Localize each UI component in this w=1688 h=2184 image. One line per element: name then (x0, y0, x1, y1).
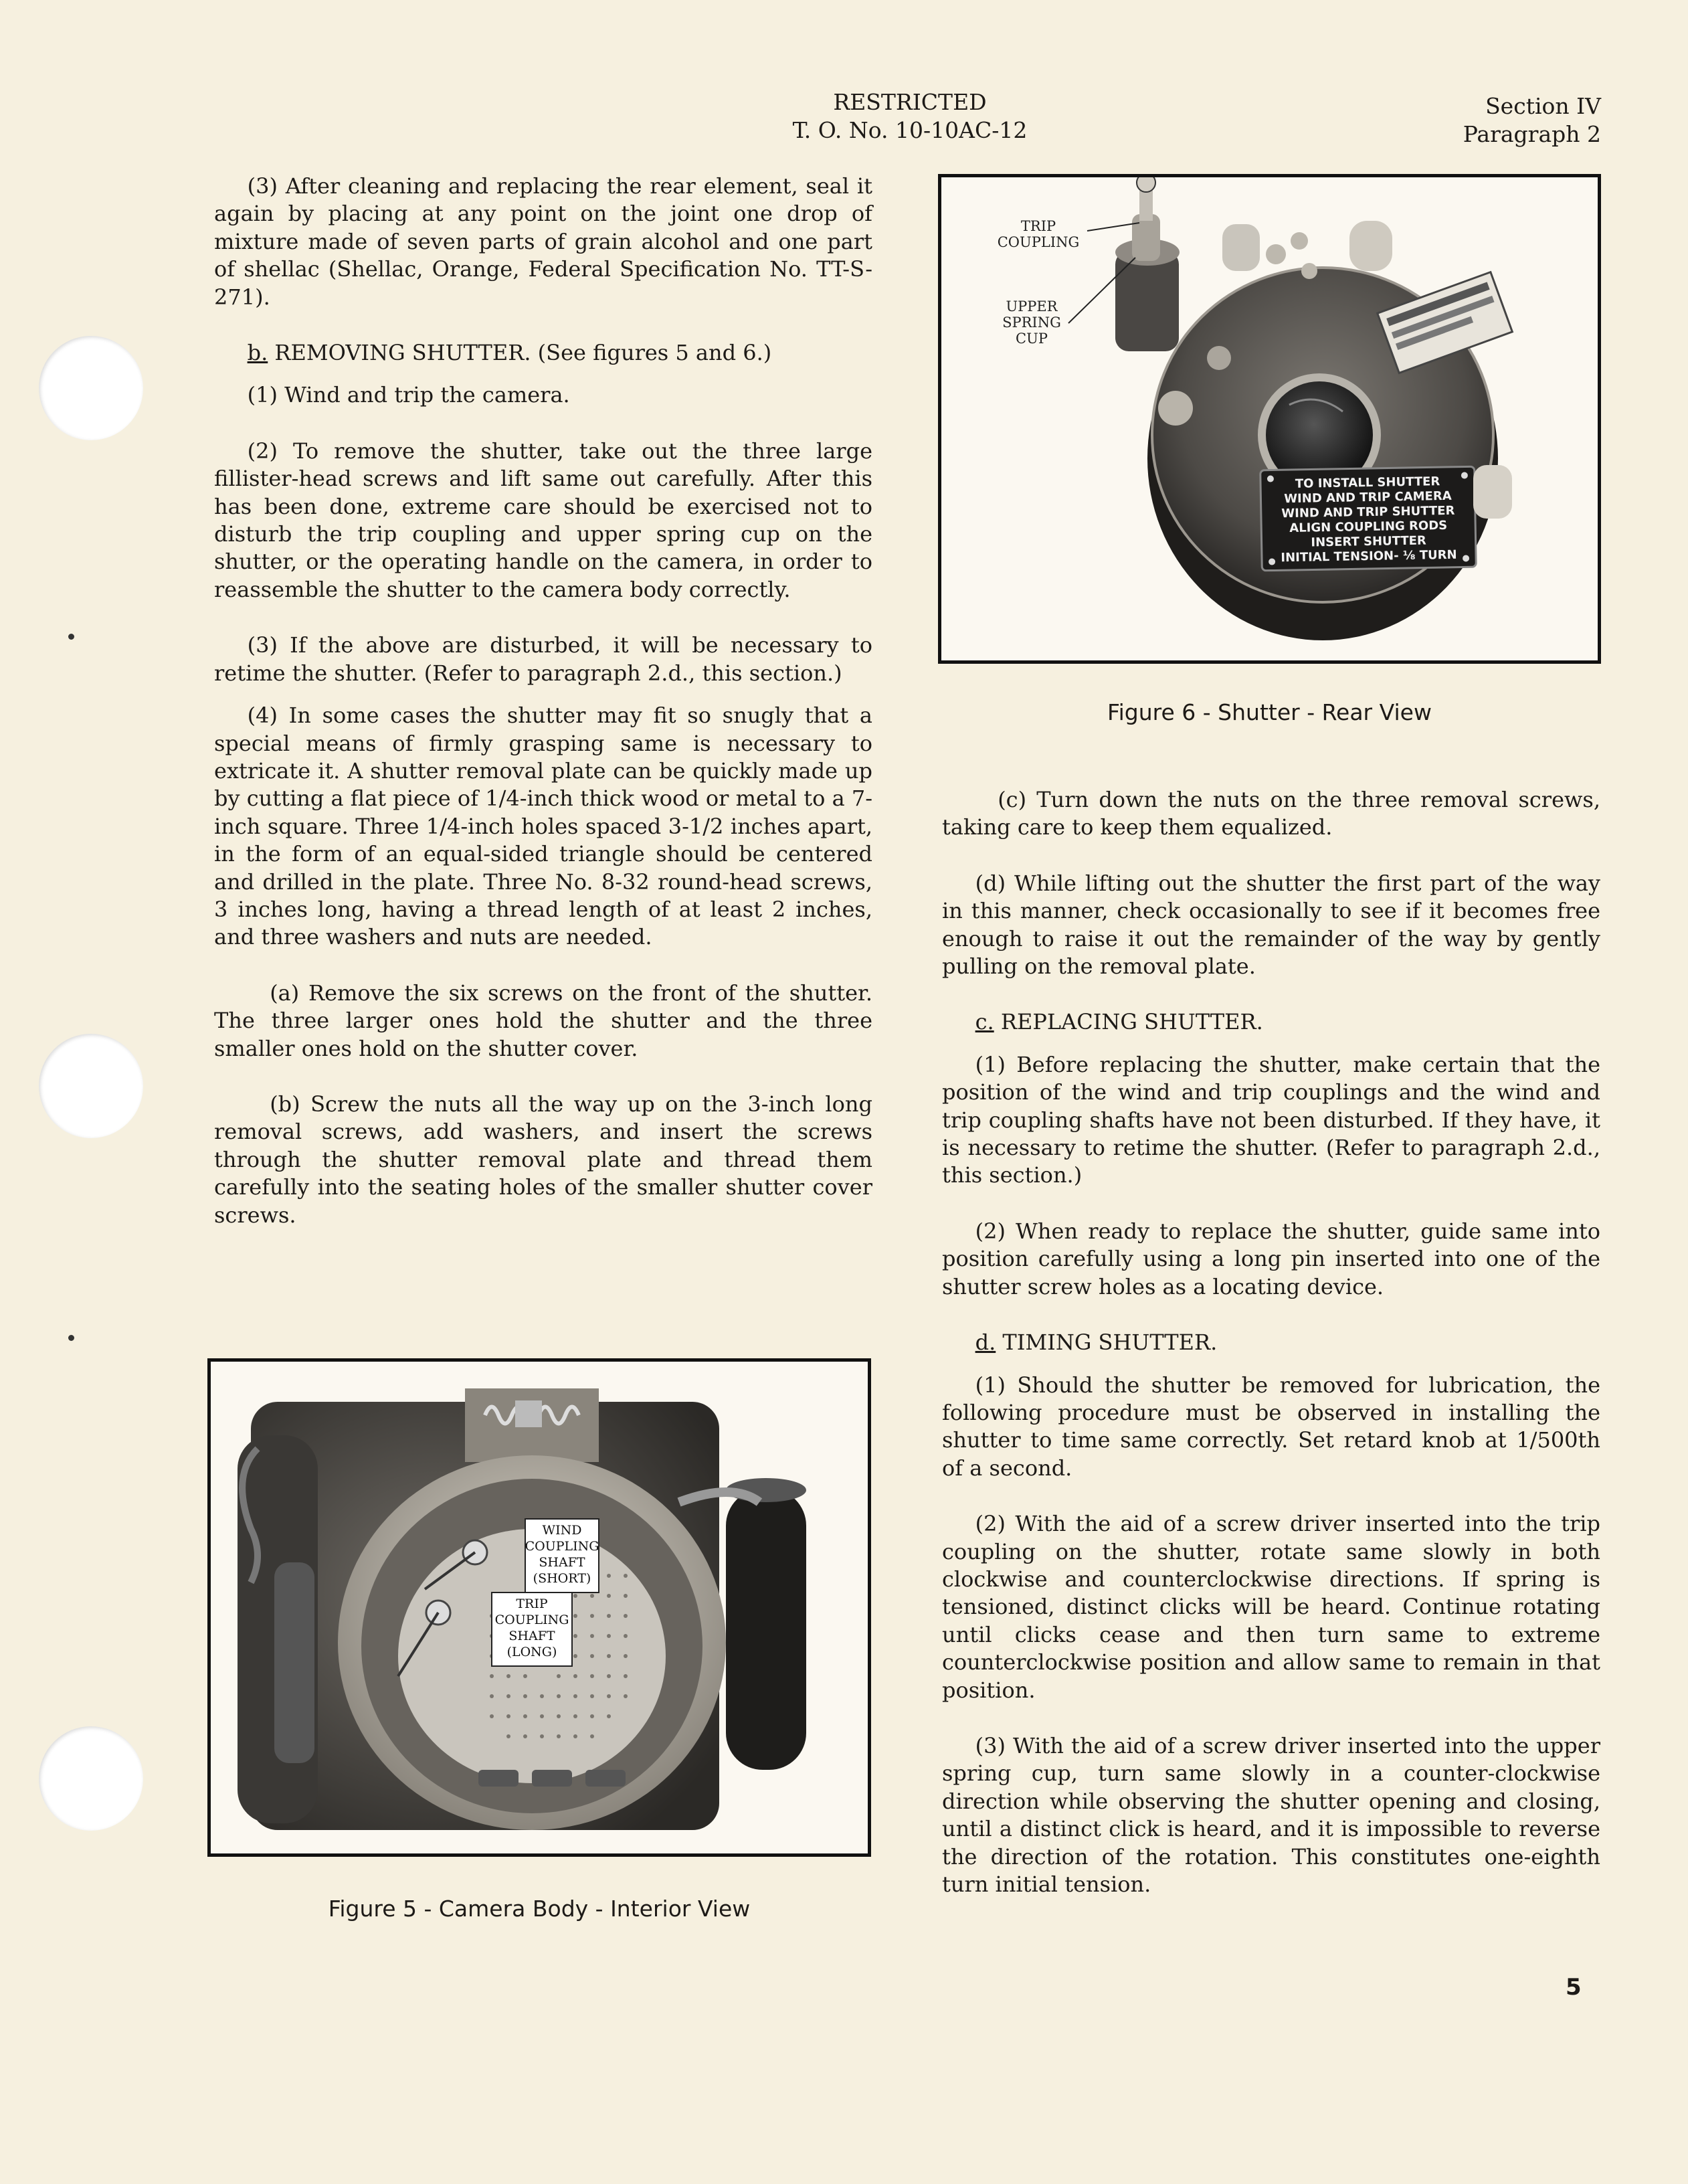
paragraph-b4c: (c) Turn down the nuts on the three removal screws, taking care to keep them equalized. (942, 787, 1600, 840)
binder-hole-bottom (39, 1726, 143, 1831)
callout-trip-line2: COUPLING (997, 234, 1080, 250)
paragraph-c1: (1) Before replacing the shutter, make certain that the position of the wind and trip couplings and the wind and trip coupling shafts have not been disturbed. If they have, it is necessary to retime the shutter. (Refer to paragraph 2.d., this section.) (942, 1051, 1600, 1188)
label-wind-line3: SHAFT (539, 1555, 585, 1570)
plate-line-2: WIND AND TRIP CAMERA (1284, 488, 1452, 507)
binder-hole-top (39, 336, 143, 440)
heading-d-letter: d. (975, 1330, 996, 1356)
figure-6-caption: Figure 6 - Shutter - Rear View (1107, 699, 1432, 725)
label-wind-line2: COUPLING (525, 1539, 599, 1554)
callout-trip-line1: TRIP (1020, 218, 1056, 234)
paragraph-b4: (4) In some cases the shutter may fit so snugly that a special means of firmly grasping same is necessary to extricate it. A shutter removal plate can be quickly made up by cutting a flat piece of 1/4-inch thick wood or metal to a 7-inch square. Three 1/4-inch holes spaced 3-1/2 inches apart, in the form of an equal-sided triangle should be centered and drilled in the plate. Three No. 8-32 round-head screws, 3 inches long, having a thread length of at least 2 inches, and three washers and nuts are needed. (214, 703, 872, 950)
paragraph-b4d: (d) While lifting out the shutter the first part of the way in this manner, check occasionally to see if it becomes free enough to raise it out the remainder of the way by gently pulling on the removal plate. (942, 870, 1600, 980)
label-trip-line2: COUPLING (494, 1613, 569, 1627)
heading-c (942, 1008, 1600, 1036)
paragraph-c2: (2) When ready to replace the shutter, guide same into position carefully using a long pin inserted into one of the shutter screw holes as a locating device. (942, 1218, 1600, 1299)
label-trip-line3: SHAFT (508, 1629, 555, 1643)
label-trip-line4: (LONG) (506, 1645, 557, 1659)
paragraph-b1: (1) Wind and trip the camera. (247, 382, 570, 408)
paragraph-d2: (2) With the aid of a screw driver inserted into the trip coupling on the shutter, rotate same slowly in both clockwise and counterclockwise directions. If spring is tensioned, distinct clicks will be heard. Continue rotating until clicks cease and then turn same to extreme counterclockwise position and allow same to remain in that position. (942, 1511, 1600, 1703)
binder-hole-middle (39, 1034, 143, 1138)
label-trip-line1: TRIP (516, 1597, 548, 1611)
paragraph-b4a: (a) Remove the six screws on the front of the shutter. The three larger ones hold the shutter and the three smaller ones hold on the shutter cover. (214, 980, 872, 1061)
heading-b (214, 339, 872, 367)
paragraph-b2: (2) To remove the shutter, take out the three large fillister-head screws and lift same out carefully. After this has been done, extreme care should be exercised not to disturb the trip coupling and upper spring cup on the shutter, or the operating handle on the camera, in order to reassemble the shutter to the camera body correctly. (214, 438, 872, 602)
paragraph-label: Paragraph 2 (1463, 121, 1601, 147)
heading-b-text: REMOVING SHUTTER. (See figures 5 and 6.) (274, 340, 772, 366)
figure-5-camera-body-interior-view (207, 1358, 871, 1857)
section-label: Section IV (1485, 93, 1601, 119)
paragraph-d3: (3) With the aid of a screw driver inserted into the upper spring cup, turn same slowly in a counter-clockwise direction while observing the shutter opening and closing, until a distinct click is heard, and it is impossible to reverse the direction of the rotation. This constitutes one-eighth turn initial tension. (942, 1732, 1600, 1897)
callout-spring-line3: CUP (1016, 331, 1048, 347)
margin-dot (68, 634, 74, 640)
figure-5-caption: Figure 5 - Camera Body - Interior View (328, 1896, 751, 1922)
label-wind-line1: WIND (542, 1523, 582, 1538)
plate-line-1: TO INSTALL SHUTTER (1295, 474, 1440, 491)
label-wind-line4: (SHORT) (533, 1571, 591, 1586)
heading-d-text: TIMING SHUTTER. (1002, 1330, 1218, 1356)
plate-line-6: INITIAL TENSION- ⅛ TURN (1281, 547, 1457, 565)
heading-b-letter: b. (247, 340, 268, 366)
page-header-center (776, 88, 1044, 145)
plate-line-4: ALIGN COUPLING RODS (1289, 518, 1448, 536)
margin-dot (68, 1335, 74, 1341)
callout-spring-line1: UPPER (1006, 298, 1058, 314)
classification: RESTRICTED (833, 89, 987, 115)
paragraph-b3: (3) If the above are disturbed, it will be necessary to retime the shutter. (Refer to paragraph 2.d., this section.) (214, 632, 872, 686)
page-header-right (1378, 92, 1601, 149)
callout-spring-line2: SPRING (1002, 314, 1061, 331)
figure-5-image (211, 1362, 868, 1853)
left-column (214, 173, 872, 1229)
page-number: 5 (1566, 1974, 1582, 2001)
figure-6-image (941, 177, 1598, 660)
plate-line-3: WIND AND TRIP SHUTTER (1281, 503, 1455, 521)
heading-c-letter: c. (975, 1009, 994, 1035)
paragraph-a3: (3) After cleaning and replacing the rear element, seal it again by placing at any point on the joint one drop of mixture made of seven parts of grain alcohol and one part of shellac (Shellac, Orange, Federal Specification No. TT-S-271). (214, 173, 872, 310)
right-column (942, 786, 1600, 1898)
heading-d (942, 1329, 1600, 1356)
plate-line-5: INSERT SHUTTER (1311, 533, 1426, 550)
paragraph-d1: (1) Should the shutter be removed for lubrication, the following procedure must be observed in installing the shutter to time same correctly. Set retard knob at 1/500th of a second. (942, 1372, 1600, 1481)
to-number: T. O. No. 10-10AC-12 (792, 117, 1028, 143)
heading-c-text: REPLACING SHUTTER. (1000, 1009, 1263, 1035)
paragraph-b4b: (b) Screw the nuts all the way up on the 3-inch long removal screws, add washers, and insert the screws through the shutter removal plate and thread them carefully into the seating holes of the smaller shutter cover screws. (214, 1091, 872, 1228)
figure-6-shutter-rear-view (938, 174, 1601, 664)
